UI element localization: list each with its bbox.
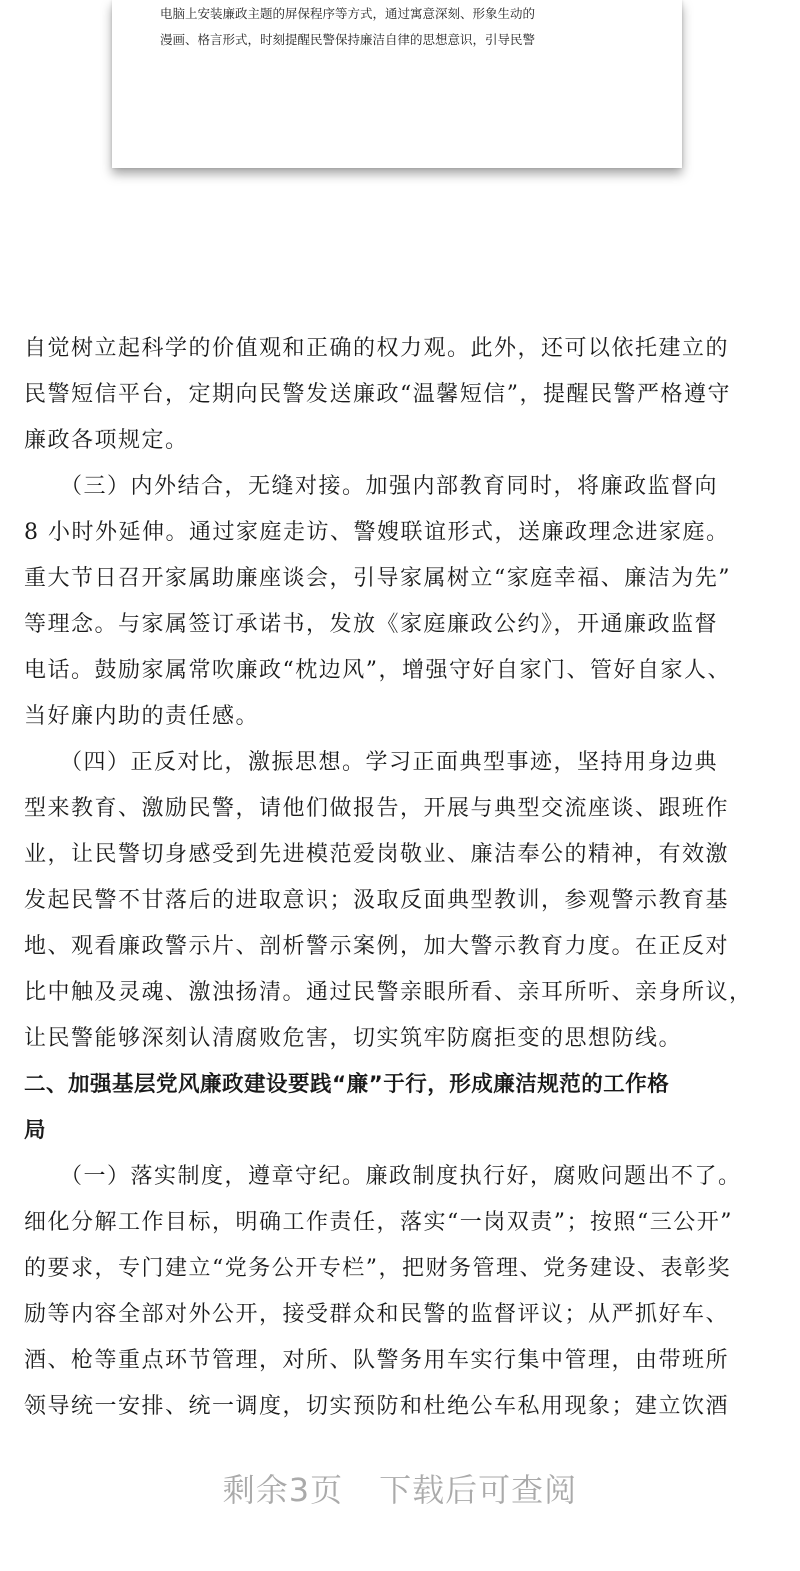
body-line: （四）正反对比，激振思想。学习正面典型事迹，坚持用身边典	[24, 750, 719, 775]
body-line: 比中触及灵魂、激浊扬清。通过民警亲眼所看、亲耳所听、亲身所议，	[24, 980, 753, 1005]
section-heading: 二、加强基层党风廉政建设要践“廉”于行，形成廉洁规范的工作格	[24, 1072, 670, 1097]
section-line: 领导统一安排、统一调度，切实预防和杜绝公车私用现象；建立饮酒	[24, 1394, 730, 1419]
download-prompt[interactable]	[0, 1465, 800, 1511]
body-line: 地、观看廉政警示片、剖析警示案例，加大警示教育力度。在正反对	[24, 934, 730, 959]
section-line: 酒、枪等重点环节管理，对所、队警务用车实行集中管理，由带班所	[24, 1348, 730, 1373]
previous-page-card	[112, 0, 682, 168]
previous-page-line: 电脑上安装廉政主题的屏保程序等方式，通过寓意深刻、形象生动的	[160, 6, 536, 21]
document-body	[24, 326, 776, 1430]
body-line: 让民警能够深刻认清腐败危害，切实筑牢防腐拒变的思想防线。	[24, 1026, 683, 1051]
section-heading: 局	[24, 1118, 47, 1143]
body-line: （三）内外结合，无缝对接。加强内部教育同时，将廉政监督向	[24, 474, 719, 499]
body-line: 8 小时外延伸。通过家庭走访、警嫂联谊形式，送廉政理念进家庭。	[24, 520, 730, 545]
body-line: 自觉树立起科学的价值观和正确的权力观。此外，还可以依托建立的	[24, 336, 730, 361]
remaining-pages-label: 剩余3页	[222, 1471, 344, 1509]
body-line: 民警短信平台，定期向民警发送廉政“温馨短信”，提醒民警严格遵守	[24, 382, 731, 407]
body-line: 等理念。与家属签订承诺书，发放《家庭廉政公约》，开通廉政监督	[24, 612, 719, 637]
section-line: 的要求，专门建立“党务公开专栏”，把财务管理、党务建设、表彰奖	[24, 1256, 731, 1281]
section-line: （一）落实制度，遵章守纪。廉政制度执行好，腐败问题出不了。	[24, 1164, 742, 1189]
section-line: 励等内容全部对外公开，接受群众和民警的监督评议；从严抓好车、	[24, 1302, 730, 1327]
download-to-view-label[interactable]: 下载后可查阅	[379, 1471, 578, 1509]
body-line: 发起民警不甘落后的进取意识；汲取反面典型教训，参观警示教育基	[24, 888, 730, 913]
body-line: 重大节日召开家属助廉座谈会，引导家属树立“家庭幸福、廉洁为先”	[24, 566, 731, 591]
previous-page-line: 漫画、格言形式，时刻提醒民警保持廉洁自律的思想意识，引导民警	[160, 32, 536, 47]
body-line: 当好廉内助的责任感。	[24, 704, 260, 729]
body-line: 业，让民警切身感受到先进模范爱岗敬业、廉洁奉公的精神，有效激	[24, 842, 730, 867]
body-line: 廉政各项规定。	[24, 428, 189, 453]
section-line: 细化分解工作目标，明确工作责任，落实“一岗双责”；按照“三公开”	[24, 1210, 733, 1235]
body-line: 型来教育、激励民警，请他们做报告，开展与典型交流座谈、跟班作	[24, 796, 730, 821]
body-line: 电话。鼓励家属常吹廉政“枕边风”，增强守好自家门、管好自家人、	[24, 658, 731, 683]
